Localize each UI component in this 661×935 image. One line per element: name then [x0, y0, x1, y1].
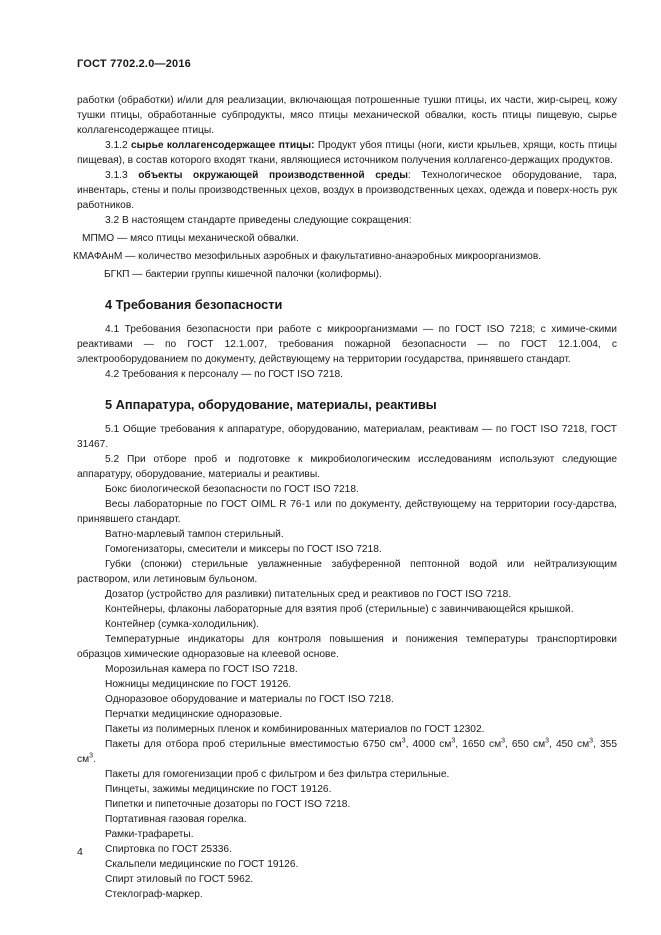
list-item: Перчатки медицинские одноразовые. [105, 709, 283, 720]
list-item: Ватно-марлевый тампон стерильный. [105, 529, 284, 540]
abbreviation-bgkp [77, 267, 617, 282]
list-item-text: , 4000 см [405, 739, 452, 750]
definition-term: объекты окружающей производственной среды [138, 170, 408, 181]
abbreviation-desc: — мясо птицы механической обвалки. [114, 233, 299, 244]
superscript: 3 [451, 737, 456, 745]
paragraph-5-1: 5.1 Общие требования к аппаратуре, оборудованию, материалам, реактивам — по ГОСТ ISO 7218, ГОСТ 31467. [77, 424, 617, 450]
list-item: Рамки-трафареты. [105, 829, 194, 840]
abbreviation-term: КМАФАнМ [73, 251, 123, 262]
superscript: 3 [401, 737, 406, 745]
list-item: Весы лабораторные по ГОСТ OIML R 76-1 или по документу, действующему на территории госу-дарства, принявшего стандарт. [77, 499, 617, 525]
document-header: ГОСТ 7702.2.0—2016 [77, 58, 191, 70]
list-item: Губки (спонжи) стерильные увлажненные забуференной пептонной водой или нейтрализующим раствором, или летиновым бульоном. [77, 559, 617, 585]
list-item: Температурные индикаторы для контроля повышения и понижения температуры транспортировки образцов химические одноразовые на клеевой основе. [77, 634, 617, 660]
definition-number: 3.1.3 [105, 170, 139, 181]
list-item-text: . [93, 754, 96, 765]
abbreviation-term: МПМО [82, 233, 115, 244]
list-item: Контейнеры, флаконы лабораторные для взятия проб (стерильные) с завинчивающейся крышкой. [105, 604, 574, 615]
list-item: Спиртовка по ГОСТ 25336. [105, 844, 232, 855]
section-4-title: 4 Требования безопасности [105, 297, 283, 312]
list-item: Одноразовое оборудование и материалы по ГОСТ ISO 7218. [105, 694, 394, 705]
list-item: Бокс биологической безопасности по ГОСТ ISO 7218. [105, 484, 359, 495]
list-item: Морозильная камера по ГОСТ ISO 7218. [105, 664, 298, 675]
definition-number: 3.1.2 [105, 140, 131, 151]
list-item: Портативная газовая горелка. [105, 814, 247, 825]
superscript: 3 [545, 737, 550, 745]
list-item-text: , 1650 см [455, 739, 502, 750]
paragraph-continuation: работки (обработки) и/или для реализации, включающая потрошенные тушки птицы, их части, жир-сырец, кожу тушки птицы, обработанные субпродукты, мясо птицы механической обвалки, кость птицы пищевую, сырье коллагенсодержащее птицы. [77, 95, 617, 136]
list-item-text: , 650 см [505, 739, 546, 750]
list-item: Дозатор (устройство для разливки) питательных сред и реактивов по ГОСТ ISO 7218. [105, 589, 512, 600]
definition-3-1-3 [77, 168, 617, 213]
page-number: 4 [77, 846, 83, 858]
list-item-text: , 450 см [549, 739, 590, 750]
list-item: Контейнер (сумка-холодильник). [105, 619, 259, 630]
definition-3-1-2 [77, 138, 617, 168]
paragraph-4-1: 4.1 Требования безопасности при работе с микроорганизмами — по ГОСТ ISO 7218; с химиче-скими реактивами — по ГОСТ 12.1.007, требования пожарной безопасности — по ГОСТ 12.1.004, с электрооборудованием по документу, действующему на территории государства, принявшего стандарт. [77, 324, 617, 365]
list-item-text: , 355 см [77, 739, 617, 765]
list-item: Пакеты для гомогенизации проб с фильтром и без фильтра стерильные. [105, 769, 450, 780]
abbreviation-kmafanm [73, 249, 617, 264]
definition-text: : Технологическое оборудование, тара, инвентарь, стены и полы производственных цехов, воздух в производственных цехах, одежда и поверх-ность рук работников. [77, 170, 617, 211]
list-item-sampling-bags [77, 737, 617, 767]
list-item: Гомогенизаторы, смесители и миксеры по ГОСТ ISO 7218. [105, 544, 382, 555]
document-body [73, 93, 617, 902]
abbreviation-desc: — бактерии группы кишечной палочки (колиформы). [129, 269, 382, 280]
superscript: 3 [501, 737, 505, 745]
abbreviation-mpmo [77, 231, 617, 246]
list-item: Пакеты из полимерных пленок и комбинированных материалов по ГОСТ 12302. [105, 724, 485, 735]
list-item: Ножницы медицинские по ГОСТ 19126. [105, 679, 292, 690]
superscript: 3 [589, 737, 594, 745]
list-item-text: Пакеты для отбора проб стерильные вместимостью 6750 см [105, 739, 402, 750]
list-item: Спирт этиловый по ГОСТ 5962. [105, 874, 254, 885]
abbreviation-term: БГКП [104, 269, 130, 280]
list-item: Скальпели медицинские по ГОСТ 19126. [105, 859, 299, 870]
list-item: Пипетки и пипеточные дозаторы по ГОСТ ISO 7218. [105, 799, 351, 810]
definition-text: Продукт убоя птицы (ноги, кисти крыльев, хрящи, кость птицы пищевая), в состав которого входят ткани, являющиеся источником получения коллагенсо-держащих продуктов. [77, 140, 617, 166]
definition-term: сырье коллагенсодержащее птицы: [131, 140, 315, 151]
section-5-title: 5 Аппаратура, оборудование, материалы, реактивы [105, 397, 437, 412]
paragraph-5-2: 5.2 При отборе проб и подготовке к микробиологическим исследованиям используют следующие аппаратуру, оборудование, материалы и реактивы. [77, 454, 617, 480]
list-item: Пинцеты, зажимы медицинские по ГОСТ 19126. [105, 784, 332, 795]
abbreviation-desc: — количество мезофильных аэробных и факультативно-анаэробных микроорганизмов. [122, 251, 542, 262]
superscript: 3 [89, 752, 94, 760]
paragraph-3-2: 3.2 В настоящем стандарте приведены следующие сокращения: [105, 215, 412, 226]
list-item: Стеклограф-маркер. [105, 889, 203, 900]
paragraph-4-2: 4.2 Требования к персоналу — по ГОСТ ISO 7218. [105, 369, 344, 380]
